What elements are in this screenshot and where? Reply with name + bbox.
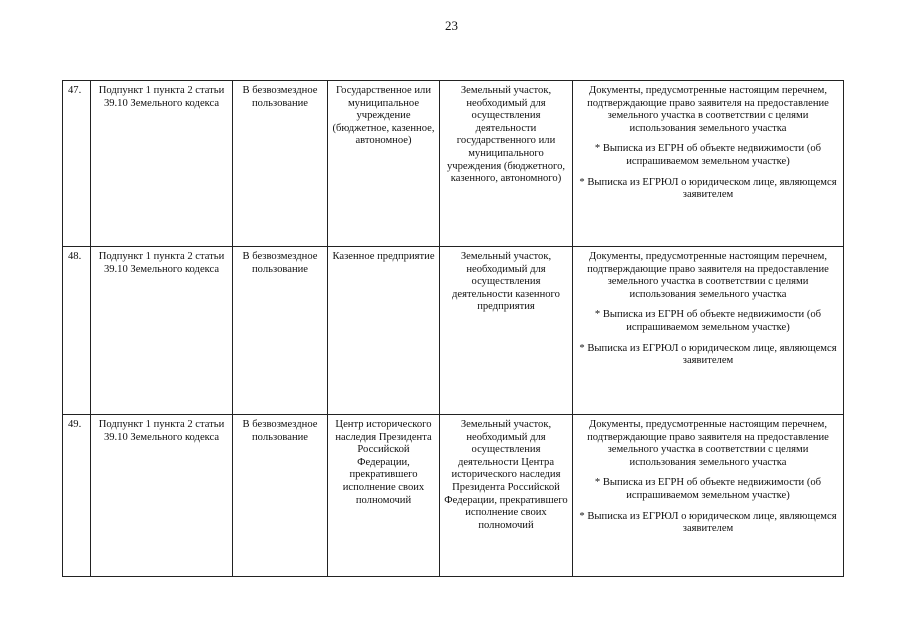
right-type: В безвозмездное пользование	[233, 247, 328, 415]
table-row	[63, 415, 844, 577]
applicant: Государственное или муниципальное учреждение (бюджетное, казенное, автономное)	[328, 81, 440, 247]
documents-intro: Документы, предусмотренные настоящим перечнем, подтверждающие право заявителя на предоставление земельного участка в соответствии с целями использования земельного участка	[587, 85, 829, 134]
applicant: Казенное предприятие	[328, 247, 440, 415]
document-item: * Выписка из ЕГРЮЛ о юридическом лице, являющемся заявителем	[579, 510, 837, 535]
land-plot: Земельный участок, необходимый для осуществления деятельности государственного или муниципального учреждения (бюджетного, казенного, автономного)	[440, 81, 573, 247]
legal-basis: Подпункт 1 пункта 2 статьи 39.10 Земельного кодекса	[91, 415, 233, 577]
document-item: * Выписка из ЕГРН об объекте недвижимости (об испрашиваемом земельном участке)	[594, 477, 822, 501]
legal-basis: Подпункт 1 пункта 2 статьи 39.10 Земельного кодекса	[91, 247, 233, 415]
document-item: * Выписка из ЕГРН об объекте недвижимости (об испрашиваемом земельном участке)	[594, 309, 822, 333]
right-type: В безвозмездное пользование	[233, 415, 328, 577]
documents-intro: Документы, предусмотренные настоящим перечнем, подтверждающие право заявителя на предоставление земельного участка в соответствии с целями использования земельного участка	[587, 419, 829, 468]
row-number: 49.	[63, 415, 91, 577]
required-documents	[573, 415, 844, 577]
required-documents	[573, 81, 844, 247]
land-plot: Земельный участок, необходимый для осуществления деятельности Центра исторического наследия Президента Российской Федерации, прекратившего исполнение своих полномочий	[440, 415, 573, 577]
applicant: Центр исторического наследия Президента Российской Федерации, прекратившего исполнение своих полномочий	[328, 415, 440, 577]
row-number: 48.	[63, 247, 91, 415]
documents-table	[62, 80, 844, 577]
table-row	[63, 247, 844, 415]
document-item: * Выписка из ЕГРН об объекте недвижимости (об испрашиваемом земельном участке)	[594, 143, 822, 167]
documents-intro: Документы, предусмотренные настоящим перечнем, подтверждающие право заявителя на предоставление земельного участка в соответствии с целями использования земельного участка	[587, 251, 829, 300]
table-row	[63, 81, 844, 247]
document-item: * Выписка из ЕГРЮЛ о юридическом лице, являющемся заявителем	[579, 176, 837, 201]
required-documents	[573, 247, 844, 415]
row-number: 47.	[63, 81, 91, 247]
right-type: В безвозмездное пользование	[233, 81, 328, 247]
legal-basis: Подпункт 1 пункта 2 статьи 39.10 Земельного кодекса	[91, 81, 233, 247]
land-plot: Земельный участок, необходимый для осуществления деятельности казенного предприятия	[440, 247, 573, 415]
page-number: 23	[445, 18, 458, 33]
document-item: * Выписка из ЕГРЮЛ о юридическом лице, являющемся заявителем	[579, 342, 837, 367]
